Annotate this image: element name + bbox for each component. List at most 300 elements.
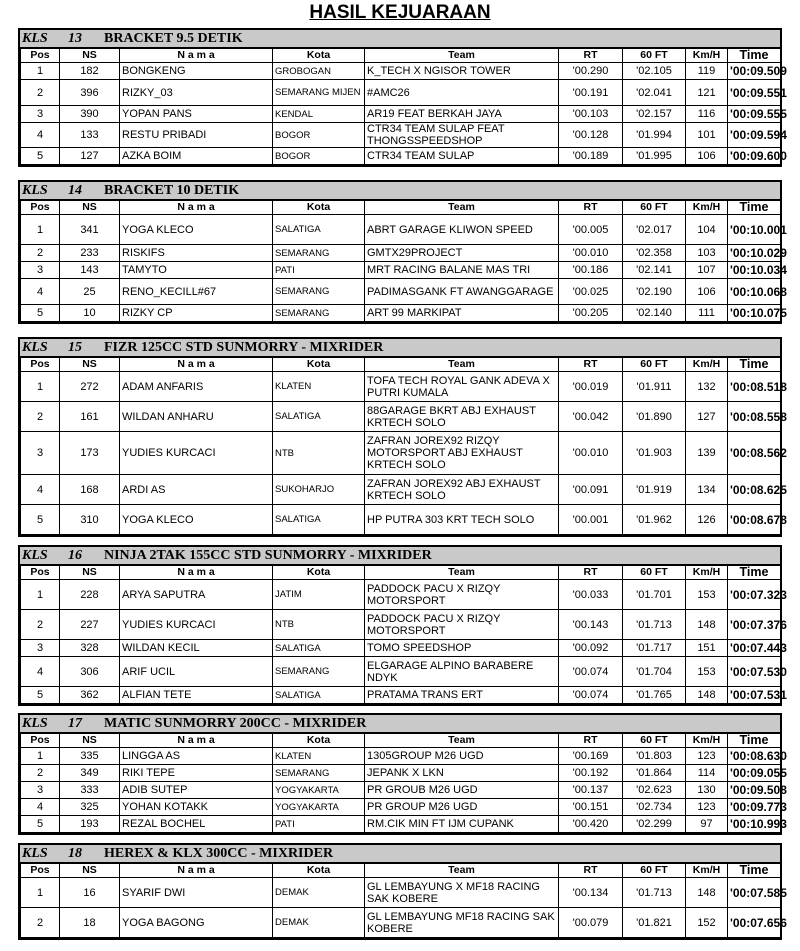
cell-nama: RIZKY_03 xyxy=(120,80,273,106)
cell-ns: 328 xyxy=(60,640,120,657)
cell-ft60: '02.141 xyxy=(623,262,686,279)
class-header xyxy=(20,547,780,565)
cell-kota: SEMARANG xyxy=(273,305,365,322)
cell-ft60: '01.803 xyxy=(623,748,686,765)
table-row xyxy=(21,610,781,640)
cell-kota: SALATIGA xyxy=(273,687,365,704)
cell-team: JEPANK X LKN xyxy=(365,765,559,782)
cell-kmh: 123 xyxy=(686,748,728,765)
cell-pos: 3 xyxy=(21,262,60,279)
table-row xyxy=(21,432,781,475)
table-row xyxy=(21,799,781,816)
cell-rt: '00.091 xyxy=(559,475,623,505)
table-row xyxy=(21,765,781,782)
cell-kmh: 148 xyxy=(686,687,728,704)
column-header-ft60: 60 FT xyxy=(623,734,686,748)
cell-pos: 2 xyxy=(21,610,60,640)
column-header-nama: N a m a xyxy=(120,201,273,215)
column-header-ns: NS xyxy=(60,49,120,63)
cell-rt: '00.001 xyxy=(559,505,623,535)
cell-nama: RENO_KECILL#67 xyxy=(120,279,273,305)
table-row xyxy=(21,475,781,505)
cell-pos: 3 xyxy=(21,432,60,475)
cell-ft60: '02.299 xyxy=(623,816,686,833)
cell-ft60: '01.911 xyxy=(623,372,686,402)
cell-nama: TAMYTO xyxy=(120,262,273,279)
cell-time: '00:08.625 xyxy=(728,475,781,505)
cell-kmh: 148 xyxy=(686,878,728,908)
cell-team: PADIMASGANK FT AWANGGARAGE xyxy=(365,279,559,305)
cell-ns: 228 xyxy=(60,580,120,610)
cell-ft60: '01.994 xyxy=(623,123,686,148)
cell-time: '00:08.558 xyxy=(728,402,781,432)
cell-ft60: '01.890 xyxy=(623,402,686,432)
column-header-time: Time xyxy=(728,864,781,878)
cell-nama: ADIB SUTEP xyxy=(120,782,273,799)
class-header xyxy=(20,182,780,200)
cell-pos: 1 xyxy=(21,580,60,610)
header-row xyxy=(21,49,781,63)
cell-time: '00:10.034 xyxy=(728,262,781,279)
column-header-time: Time xyxy=(728,358,781,372)
class-section xyxy=(18,337,787,537)
cell-kota: YOGYAKARTA xyxy=(273,799,365,816)
cell-nama: YOGA KLECO xyxy=(120,505,273,535)
cell-time: '00:07.531 xyxy=(728,687,781,704)
cell-pos: 2 xyxy=(21,245,60,262)
cell-ns: 272 xyxy=(60,372,120,402)
column-header-ns: NS xyxy=(60,358,120,372)
table-row xyxy=(21,305,781,322)
column-header-kota: Kota xyxy=(273,201,365,215)
cell-time: '00:09.055 xyxy=(728,765,781,782)
cell-nama: YUDIES KURCACI xyxy=(120,610,273,640)
cell-time: '00:09.508 xyxy=(728,782,781,799)
cell-nama: REZAL BOCHEL xyxy=(120,816,273,833)
class-header xyxy=(20,845,780,863)
class-label: KLS xyxy=(22,31,48,46)
table-row xyxy=(21,245,781,262)
cell-kmh: 151 xyxy=(686,640,728,657)
cell-ft60: '02.140 xyxy=(623,305,686,322)
cell-team: 1305GROUP M26 UGD xyxy=(365,748,559,765)
cell-nama: ALFIAN TETE xyxy=(120,687,273,704)
cell-team: AR19 FEAT BERKAH JAYA xyxy=(365,106,559,123)
column-header-kota: Kota xyxy=(273,358,365,372)
cell-ft60: '01.704 xyxy=(623,657,686,687)
cell-nama: AZKA BOIM xyxy=(120,148,273,165)
cell-rt: '00.019 xyxy=(559,372,623,402)
cell-kmh: 134 xyxy=(686,475,728,505)
column-header-nama: N a m a xyxy=(120,864,273,878)
cell-pos: 5 xyxy=(21,816,60,833)
class-section xyxy=(18,713,787,835)
cell-rt: '00.186 xyxy=(559,262,623,279)
cell-team: ELGARAGE ALPINO BARABERE NDYK xyxy=(365,657,559,687)
cell-kota: KLATEN xyxy=(273,748,365,765)
column-header-rt: RT xyxy=(559,734,623,748)
cell-time: '00:10.075 xyxy=(728,305,781,322)
cell-rt: '00.169 xyxy=(559,748,623,765)
cell-kota: KENDAL xyxy=(273,106,365,123)
table-row xyxy=(21,215,781,245)
cell-ft60: '02.190 xyxy=(623,279,686,305)
cell-ft60: '01.717 xyxy=(623,640,686,657)
cell-time: '00:08.678 xyxy=(728,505,781,535)
column-header-rt: RT xyxy=(559,201,623,215)
cell-pos: 4 xyxy=(21,123,60,148)
header-row xyxy=(21,566,781,580)
cell-nama: LINGGA AS xyxy=(120,748,273,765)
cell-rt: '00.420 xyxy=(559,816,623,833)
cell-kota: NTB xyxy=(273,610,365,640)
cell-ns: 233 xyxy=(60,245,120,262)
cell-team: ART 99 MARKIPAT xyxy=(365,305,559,322)
column-header-nama: N a m a xyxy=(120,49,273,63)
cell-kota: SUKOHARJO xyxy=(273,475,365,505)
cell-pos: 4 xyxy=(21,475,60,505)
cell-team: ZAFRAN JOREX92 RIZQY MOTORSPORT ABJ EXHAUST KRTECH SOLO xyxy=(365,432,559,475)
column-header-kmh: Km/H xyxy=(686,358,728,372)
column-header-kmh: Km/H xyxy=(686,49,728,63)
table-row xyxy=(21,279,781,305)
cell-ns: 161 xyxy=(60,402,120,432)
cell-kota: SALATIGA xyxy=(273,505,365,535)
column-header-pos: Pos xyxy=(21,566,60,580)
table-row xyxy=(21,505,781,535)
cell-ns: 10 xyxy=(60,305,120,322)
column-header-team: Team xyxy=(365,358,559,372)
class-label: KLS xyxy=(22,548,48,563)
cell-ft60: '01.821 xyxy=(623,908,686,938)
cell-nama: SYARIF DWI xyxy=(120,878,273,908)
table-row xyxy=(21,687,781,704)
column-header-pos: Pos xyxy=(21,358,60,372)
cell-ns: 168 xyxy=(60,475,120,505)
column-header-team: Team xyxy=(365,734,559,748)
column-header-ns: NS xyxy=(60,734,120,748)
cell-pos: 4 xyxy=(21,279,60,305)
cell-rt: '00.134 xyxy=(559,878,623,908)
column-header-team: Team xyxy=(365,49,559,63)
cell-time: '00:09.594 xyxy=(728,123,781,148)
cell-ns: 127 xyxy=(60,148,120,165)
cell-time: '00:07.530 xyxy=(728,657,781,687)
class-number: 13 xyxy=(68,31,82,46)
cell-ft60: '02.358 xyxy=(623,245,686,262)
class-name: BRACKET 10 DETIK xyxy=(104,183,240,198)
cell-ns: 227 xyxy=(60,610,120,640)
class-label: KLS xyxy=(22,846,48,861)
cell-time: '00:10.029 xyxy=(728,245,781,262)
cell-kmh: 101 xyxy=(686,123,728,148)
cell-pos: 1 xyxy=(21,748,60,765)
cell-kmh: 130 xyxy=(686,782,728,799)
column-header-kmh: Km/H xyxy=(686,566,728,580)
table-row xyxy=(21,123,781,148)
cell-ns: 306 xyxy=(60,657,120,687)
class-number: 17 xyxy=(68,716,82,731)
cell-kmh: 148 xyxy=(686,610,728,640)
page-title: HASIL KEJUARAAN xyxy=(309,2,491,23)
cell-pos: 5 xyxy=(21,148,60,165)
class-number: 15 xyxy=(68,340,82,355)
cell-team: CTR34 TEAM SULAP xyxy=(365,148,559,165)
cell-ft60: '02.105 xyxy=(623,63,686,80)
cell-nama: RESTU PRIBADI xyxy=(120,123,273,148)
class-number: 18 xyxy=(68,846,82,861)
column-header-ft60: 60 FT xyxy=(623,49,686,63)
cell-rt: '00.005 xyxy=(559,215,623,245)
results-table xyxy=(20,863,787,938)
cell-rt: '00.079 xyxy=(559,908,623,938)
cell-team: PR GROUB M26 UGD xyxy=(365,782,559,799)
column-header-kota: Kota xyxy=(273,864,365,878)
cell-ft60: '02.041 xyxy=(623,80,686,106)
cell-kmh: 103 xyxy=(686,245,728,262)
cell-pos: 3 xyxy=(21,640,60,657)
cell-ft60: '01.864 xyxy=(623,765,686,782)
cell-rt: '00.205 xyxy=(559,305,623,322)
cell-ns: 173 xyxy=(60,432,120,475)
class-label: KLS xyxy=(22,340,48,355)
cell-kmh: 111 xyxy=(686,305,728,322)
cell-team: RM.CIK MIN FT IJM CUPANK xyxy=(365,816,559,833)
cell-ft60: '02.734 xyxy=(623,799,686,816)
cell-ns: 325 xyxy=(60,799,120,816)
cell-rt: '00.025 xyxy=(559,279,623,305)
column-header-ft60: 60 FT xyxy=(623,566,686,580)
cell-kota: SEMARANG xyxy=(273,245,365,262)
cell-ns: 341 xyxy=(60,215,120,245)
cell-kmh: 119 xyxy=(686,63,728,80)
cell-kota: DEMAK xyxy=(273,908,365,938)
cell-team: HP PUTRA 303 KRT TECH SOLO xyxy=(365,505,559,535)
cell-pos: 1 xyxy=(21,372,60,402)
cell-kota: BOGOR xyxy=(273,123,365,148)
cell-ft60: '01.713 xyxy=(623,610,686,640)
cell-kota: SALATIGA xyxy=(273,402,365,432)
cell-ft60: '02.623 xyxy=(623,782,686,799)
class-number: 16 xyxy=(68,548,82,563)
results-table xyxy=(20,565,787,704)
class-name: BRACKET 9.5 DETIK xyxy=(104,31,243,46)
class-number: 14 xyxy=(68,183,82,198)
column-header-nama: N a m a xyxy=(120,358,273,372)
cell-nama: ARIF UCIL xyxy=(120,657,273,687)
cell-ns: 18 xyxy=(60,908,120,938)
cell-kmh: 104 xyxy=(686,215,728,245)
cell-time: '00:09.773 xyxy=(728,799,781,816)
cell-rt: '00.033 xyxy=(559,580,623,610)
column-header-rt: RT xyxy=(559,49,623,63)
column-header-rt: RT xyxy=(559,566,623,580)
cell-kota: PATI xyxy=(273,816,365,833)
cell-time: '00:08.630 xyxy=(728,748,781,765)
class-label: KLS xyxy=(22,183,48,198)
cell-time: '00:09.600 xyxy=(728,148,781,165)
cell-time: '00:07.443 xyxy=(728,640,781,657)
table-row xyxy=(21,657,781,687)
class-header xyxy=(20,339,780,357)
column-header-team: Team xyxy=(365,566,559,580)
table-row xyxy=(21,816,781,833)
cell-kmh: 152 xyxy=(686,908,728,938)
results-table xyxy=(20,200,787,322)
cell-nama: BONGKENG xyxy=(120,63,273,80)
table-row xyxy=(21,402,781,432)
cell-team: GL LEMBAYUNG X MF18 RACING SAK KOBERE xyxy=(365,878,559,908)
cell-ns: 25 xyxy=(60,279,120,305)
cell-kmh: 121 xyxy=(686,80,728,106)
cell-ns: 133 xyxy=(60,123,120,148)
cell-kmh: 107 xyxy=(686,262,728,279)
cell-nama: ARDI AS xyxy=(120,475,273,505)
column-header-kmh: Km/H xyxy=(686,734,728,748)
class-section xyxy=(18,180,787,324)
cell-rt: '00.042 xyxy=(559,402,623,432)
cell-time: '00:09.555 xyxy=(728,106,781,123)
column-header-pos: Pos xyxy=(21,201,60,215)
column-header-rt: RT xyxy=(559,358,623,372)
cell-kmh: 116 xyxy=(686,106,728,123)
class-section xyxy=(18,843,787,940)
column-header-time: Time xyxy=(728,201,781,215)
cell-team: TOMO SPEEDSHOP xyxy=(365,640,559,657)
cell-pos: 2 xyxy=(21,402,60,432)
class-name: HEREX & KLX 300CC - MIXRIDER xyxy=(104,846,334,861)
class-name: NINJA 2TAK 155CC STD SUNMORRY - MIXRIDER xyxy=(104,548,432,563)
cell-kmh: 114 xyxy=(686,765,728,782)
cell-nama: YUDIES KURCACI xyxy=(120,432,273,475)
table-row xyxy=(21,748,781,765)
cell-nama: RISKIFS xyxy=(120,245,273,262)
column-header-rt: RT xyxy=(559,864,623,878)
column-header-nama: N a m a xyxy=(120,566,273,580)
cell-pos: 2 xyxy=(21,908,60,938)
cell-ns: 333 xyxy=(60,782,120,799)
cell-kota: SEMARANG MIJEN xyxy=(273,80,365,106)
column-header-ft60: 60 FT xyxy=(623,201,686,215)
table-row xyxy=(21,908,781,938)
table-row xyxy=(21,148,781,165)
column-header-ns: NS xyxy=(60,201,120,215)
cell-nama: ADAM ANFARIS xyxy=(120,372,273,402)
column-header-kmh: Km/H xyxy=(686,864,728,878)
column-header-time: Time xyxy=(728,734,781,748)
cell-time: '00:09.509 xyxy=(728,63,781,80)
results-table xyxy=(20,733,787,833)
cell-time: '00:10.001 xyxy=(728,215,781,245)
cell-team: PADDOCK PACU X RIZQY MOTORSPORT xyxy=(365,610,559,640)
cell-nama: WILDAN ANHARU xyxy=(120,402,273,432)
table-row xyxy=(21,878,781,908)
table-row xyxy=(21,640,781,657)
table-row xyxy=(21,106,781,123)
cell-rt: '00.192 xyxy=(559,765,623,782)
cell-rt: '00.128 xyxy=(559,123,623,148)
header-row xyxy=(21,864,781,878)
cell-pos: 1 xyxy=(21,878,60,908)
cell-kmh: 106 xyxy=(686,148,728,165)
class-label: KLS xyxy=(22,716,48,731)
column-header-kmh: Km/H xyxy=(686,201,728,215)
cell-kota: SEMARANG xyxy=(273,657,365,687)
cell-pos: 5 xyxy=(21,505,60,535)
cell-pos: 1 xyxy=(21,215,60,245)
class-header xyxy=(20,30,780,48)
cell-kota: SALATIGA xyxy=(273,640,365,657)
cell-ft60: '01.701 xyxy=(623,580,686,610)
header-row xyxy=(21,734,781,748)
cell-time: '00:09.551 xyxy=(728,80,781,106)
cell-kmh: 153 xyxy=(686,657,728,687)
cell-time: '00:07.323 xyxy=(728,580,781,610)
cell-ns: 396 xyxy=(60,80,120,106)
cell-kota: KLATEN xyxy=(273,372,365,402)
cell-ns: 335 xyxy=(60,748,120,765)
cell-team: GL LEMBAYUNG MF18 RACING SAK KOBERE xyxy=(365,908,559,938)
class-name: MATIC SUNMORRY 200CC - MIXRIDER xyxy=(104,716,367,731)
cell-team: GMTX29PROJECT xyxy=(365,245,559,262)
column-header-nama: N a m a xyxy=(120,734,273,748)
cell-nama: RIZKY CP xyxy=(120,305,273,322)
class-section xyxy=(18,545,787,706)
cell-kota: YOGYAKARTA xyxy=(273,782,365,799)
column-header-team: Team xyxy=(365,201,559,215)
cell-nama: YOGA BAGONG xyxy=(120,908,273,938)
cell-pos: 5 xyxy=(21,687,60,704)
cell-rt: '00.137 xyxy=(559,782,623,799)
class-section xyxy=(18,28,787,167)
results-table xyxy=(20,48,787,165)
cell-team: 88GARAGE BKRT ABJ EXHAUST KRTECH SOLO xyxy=(365,402,559,432)
cell-ns: 310 xyxy=(60,505,120,535)
cell-kmh: 139 xyxy=(686,432,728,475)
cell-kota: PATI xyxy=(273,262,365,279)
cell-kmh: 127 xyxy=(686,402,728,432)
results-table xyxy=(20,357,787,535)
cell-rt: '00.074 xyxy=(559,657,623,687)
cell-ft60: '01.962 xyxy=(623,505,686,535)
cell-rt: '00.103 xyxy=(559,106,623,123)
cell-nama: YOHAN KOTAKK xyxy=(120,799,273,816)
table-row xyxy=(21,80,781,106)
cell-team: ZAFRAN JOREX92 ABJ EXHAUST KRTECH SOLO xyxy=(365,475,559,505)
cell-kmh: 97 xyxy=(686,816,728,833)
column-header-time: Time xyxy=(728,49,781,63)
cell-time: '00:08.562 xyxy=(728,432,781,475)
cell-kota: SALATIGA xyxy=(273,215,365,245)
cell-team: PRATAMA TRANS ERT xyxy=(365,687,559,704)
column-header-pos: Pos xyxy=(21,864,60,878)
cell-pos: 4 xyxy=(21,799,60,816)
cell-team: ABRT GARAGE KLIWON SPEED xyxy=(365,215,559,245)
cell-nama: YOGA KLECO xyxy=(120,215,273,245)
cell-team: #AMC26 xyxy=(365,80,559,106)
cell-time: '00:10.993 xyxy=(728,816,781,833)
header-row xyxy=(21,358,781,372)
column-header-pos: Pos xyxy=(21,49,60,63)
header-row xyxy=(21,201,781,215)
cell-kmh: 106 xyxy=(686,279,728,305)
cell-ns: 349 xyxy=(60,765,120,782)
cell-ft60: '01.765 xyxy=(623,687,686,704)
table-row xyxy=(21,63,781,80)
column-header-team: Team xyxy=(365,864,559,878)
table-row xyxy=(21,782,781,799)
column-header-ns: NS xyxy=(60,864,120,878)
